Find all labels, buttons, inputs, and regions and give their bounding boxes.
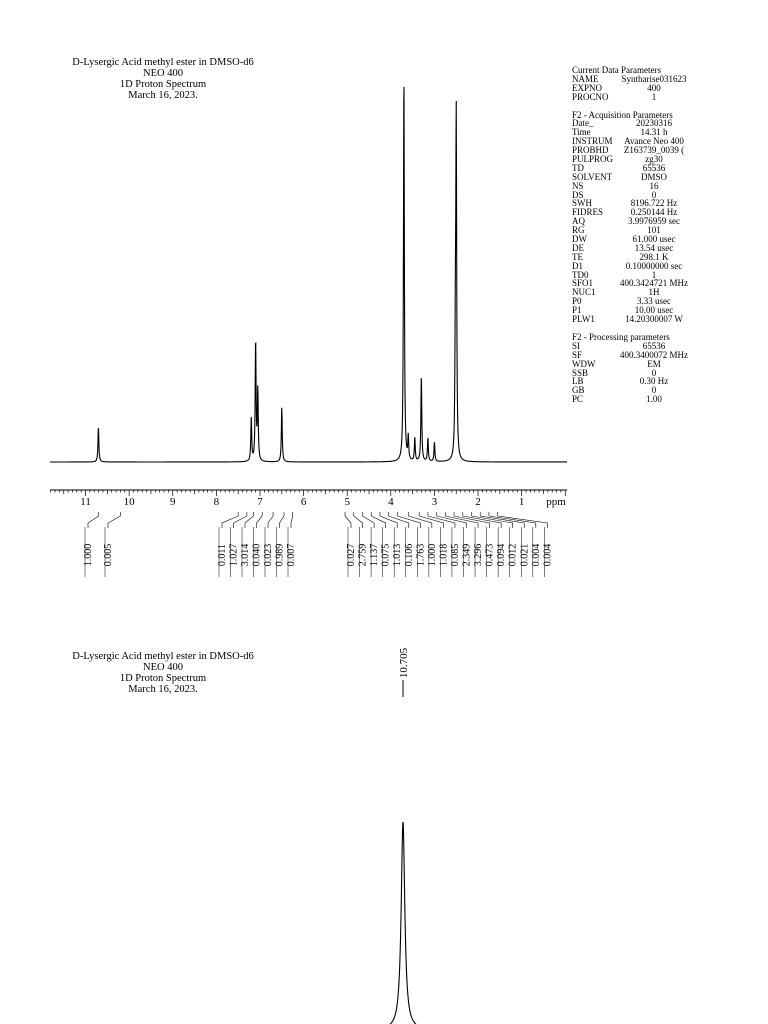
param-key: PROBHD	[572, 145, 609, 156]
integral-leader	[354, 516, 363, 528]
integral-value: 0.012	[507, 543, 519, 567]
param-key: NAME	[572, 73, 599, 84]
tick-label: 2	[475, 496, 481, 508]
param-value: DMSO	[640, 171, 667, 182]
param-value: 400.3424721 MHz	[620, 278, 688, 289]
title-line-3: 1D Proton Spectrum	[119, 673, 207, 684]
param-value: 0.250144 Hz	[630, 207, 678, 218]
title-line-3: 1D Proton Spectrum	[119, 79, 207, 90]
tick-label: 9	[170, 496, 176, 508]
param-key: SFO1	[572, 278, 594, 289]
param-key: D1	[572, 260, 583, 271]
integral-value: 1.000	[426, 543, 438, 567]
param-value: 0.30 Hz	[639, 376, 669, 387]
peak-label: 10.705	[398, 647, 410, 679]
param-key: DS	[572, 189, 584, 200]
param-value: 0	[651, 189, 657, 200]
integral-value: 0.989	[274, 543, 286, 567]
integral-leader	[389, 516, 409, 528]
integral-value: 0.011	[217, 543, 228, 567]
param-value: EM	[647, 358, 661, 369]
tick-label: 5	[344, 496, 350, 508]
integral-value: 1.013	[392, 543, 404, 567]
param-value: 0.10000000 sec	[625, 260, 683, 271]
title-line-2: NEO 400	[143, 662, 183, 673]
title-line-1: D-Lysergic Acid methyl ester in DMSO-d6	[72, 651, 254, 662]
integral-value: 1.763	[415, 543, 427, 567]
param-key: SF	[572, 349, 583, 360]
param-key: DE	[572, 242, 584, 253]
param-key: TD	[572, 162, 584, 173]
param-key: Date_	[572, 118, 594, 129]
param-value: 1	[651, 269, 657, 280]
param-key: NUC1	[572, 287, 596, 298]
params-heading-acquisition: F2 - Acquisition Parameters	[572, 109, 673, 120]
integral-value: 1.027	[228, 543, 240, 567]
ppm-axis	[50, 490, 567, 508]
param-value: 16	[649, 180, 659, 191]
spectrum-zoom	[380, 647, 426, 1024]
param-value: Z163739_0039 (	[623, 145, 685, 156]
integral-value: 0.075	[380, 543, 392, 567]
integral-value: 0.005	[103, 543, 114, 567]
param-key: NS	[572, 180, 584, 191]
integral-value: 3.296	[473, 543, 485, 567]
integral-value: 0.085	[449, 543, 461, 567]
param-key: TD0	[572, 269, 589, 280]
integral-value: 0.021	[519, 543, 531, 567]
param-key: DW	[572, 234, 587, 245]
param-key: PC	[572, 394, 584, 405]
tick-label: 4	[388, 496, 394, 508]
param-key: SWH	[572, 198, 592, 209]
param-key: LB	[572, 376, 584, 387]
param-key: EXPNO	[572, 82, 603, 93]
param-value: 10.00 usec	[634, 305, 674, 316]
integral-value: 0.023	[263, 543, 274, 567]
spectrum-trace	[50, 87, 567, 462]
params-heading-current: Current Data Parameters	[572, 65, 661, 75]
integral-value: 1.137	[369, 543, 381, 567]
spectrum-trace	[380, 822, 426, 1024]
integral-leader	[345, 516, 351, 528]
title-line-1: D-Lysergic Acid methyl ester in DMSO-d6	[72, 57, 254, 68]
param-value: Avance Neo 400	[624, 136, 684, 147]
param-key: PLW1	[572, 314, 595, 325]
param-value: 3.9976959 sec	[628, 216, 680, 227]
param-key: INSTRUM	[572, 136, 613, 147]
tick-label: 10	[123, 496, 135, 508]
param-value: 65536	[642, 162, 666, 173]
tick-label: 3	[431, 496, 438, 508]
integral-value: 0.040	[251, 543, 263, 567]
title-line-4: March 16, 2023.	[128, 90, 198, 101]
spectrum-full	[50, 87, 567, 462]
param-value: 400.3400072 MHz	[620, 349, 688, 360]
integral-value: 0.004	[530, 543, 542, 567]
integral-leader	[419, 516, 443, 528]
integral-value: 3.014	[240, 543, 251, 567]
param-value: 3.33 usec	[637, 296, 671, 307]
integral-value: 2.759	[357, 543, 369, 567]
param-value: 298.1 K	[639, 251, 669, 262]
param-value: 1.00	[646, 394, 662, 405]
param-value: 13.54 usec	[634, 242, 674, 253]
param-value: 0	[651, 367, 657, 378]
param-value: 1	[651, 91, 657, 102]
integral-value: 0.473	[484, 543, 496, 567]
param-value: 1H	[648, 287, 660, 298]
axis-label: ppm	[546, 496, 566, 508]
integral-leader	[280, 516, 284, 528]
param-value: 20230316	[636, 118, 672, 129]
param-key: FIDRES	[572, 207, 604, 218]
param-key: Time	[572, 127, 591, 138]
integral-value: 0.094	[496, 543, 508, 567]
tick-label: 8	[213, 496, 220, 508]
title-line-4: March 16, 2023.	[128, 684, 198, 695]
integral-leader	[88, 516, 99, 528]
param-key: PROCNO	[572, 91, 609, 102]
integral-leader	[257, 516, 263, 528]
title-line-2: NEO 400	[143, 68, 183, 79]
param-key: AQ	[572, 216, 585, 227]
param-key: SSB	[572, 367, 589, 378]
param-key: SOLVENT	[572, 171, 613, 182]
integral-value: 2.349	[461, 543, 473, 567]
integral-leader	[362, 516, 374, 528]
integral-leader	[291, 516, 293, 528]
param-value: Syntharise031623	[621, 73, 687, 84]
param-value: 101	[647, 225, 661, 236]
tick-label: 6	[300, 496, 307, 508]
param-value: 8196.722 Hz	[630, 198, 678, 209]
integral-value: 0.027	[346, 543, 357, 567]
integral-value: 0.004	[542, 543, 554, 567]
param-key: RG	[572, 225, 585, 236]
param-key: PULPROG	[572, 154, 614, 165]
integral-leader	[108, 516, 120, 528]
integral-leader	[245, 516, 253, 528]
tick-label: 11	[80, 496, 91, 508]
integral-value: 1.000	[83, 543, 94, 567]
param-value: 0	[651, 385, 657, 396]
integral-value: 1.018	[438, 543, 450, 567]
param-value: zg30	[645, 154, 663, 165]
param-value: 61.000 usec	[632, 234, 676, 245]
param-key: GB	[572, 385, 585, 396]
param-value: 14.20300007 W	[625, 314, 683, 325]
param-value: 65536	[642, 340, 666, 351]
integral-labels	[83, 512, 553, 577]
integral-value: 0.007	[286, 543, 297, 567]
tick-label: 7	[257, 496, 263, 508]
param-key: P1	[572, 305, 582, 316]
param-value: 400	[647, 82, 661, 93]
param-key: P0	[572, 296, 582, 307]
integral-leader	[371, 516, 385, 528]
integral-leader	[268, 516, 273, 528]
integral-value: 0.106	[403, 543, 415, 567]
param-key: SI	[572, 340, 581, 351]
params-heading-processing: F2 - Processing parameters	[572, 331, 670, 342]
param-key: TE	[572, 251, 583, 262]
param-key: WDW	[572, 358, 596, 369]
tick-label: 1	[518, 496, 525, 508]
param-value: 14.31 h	[640, 127, 668, 138]
